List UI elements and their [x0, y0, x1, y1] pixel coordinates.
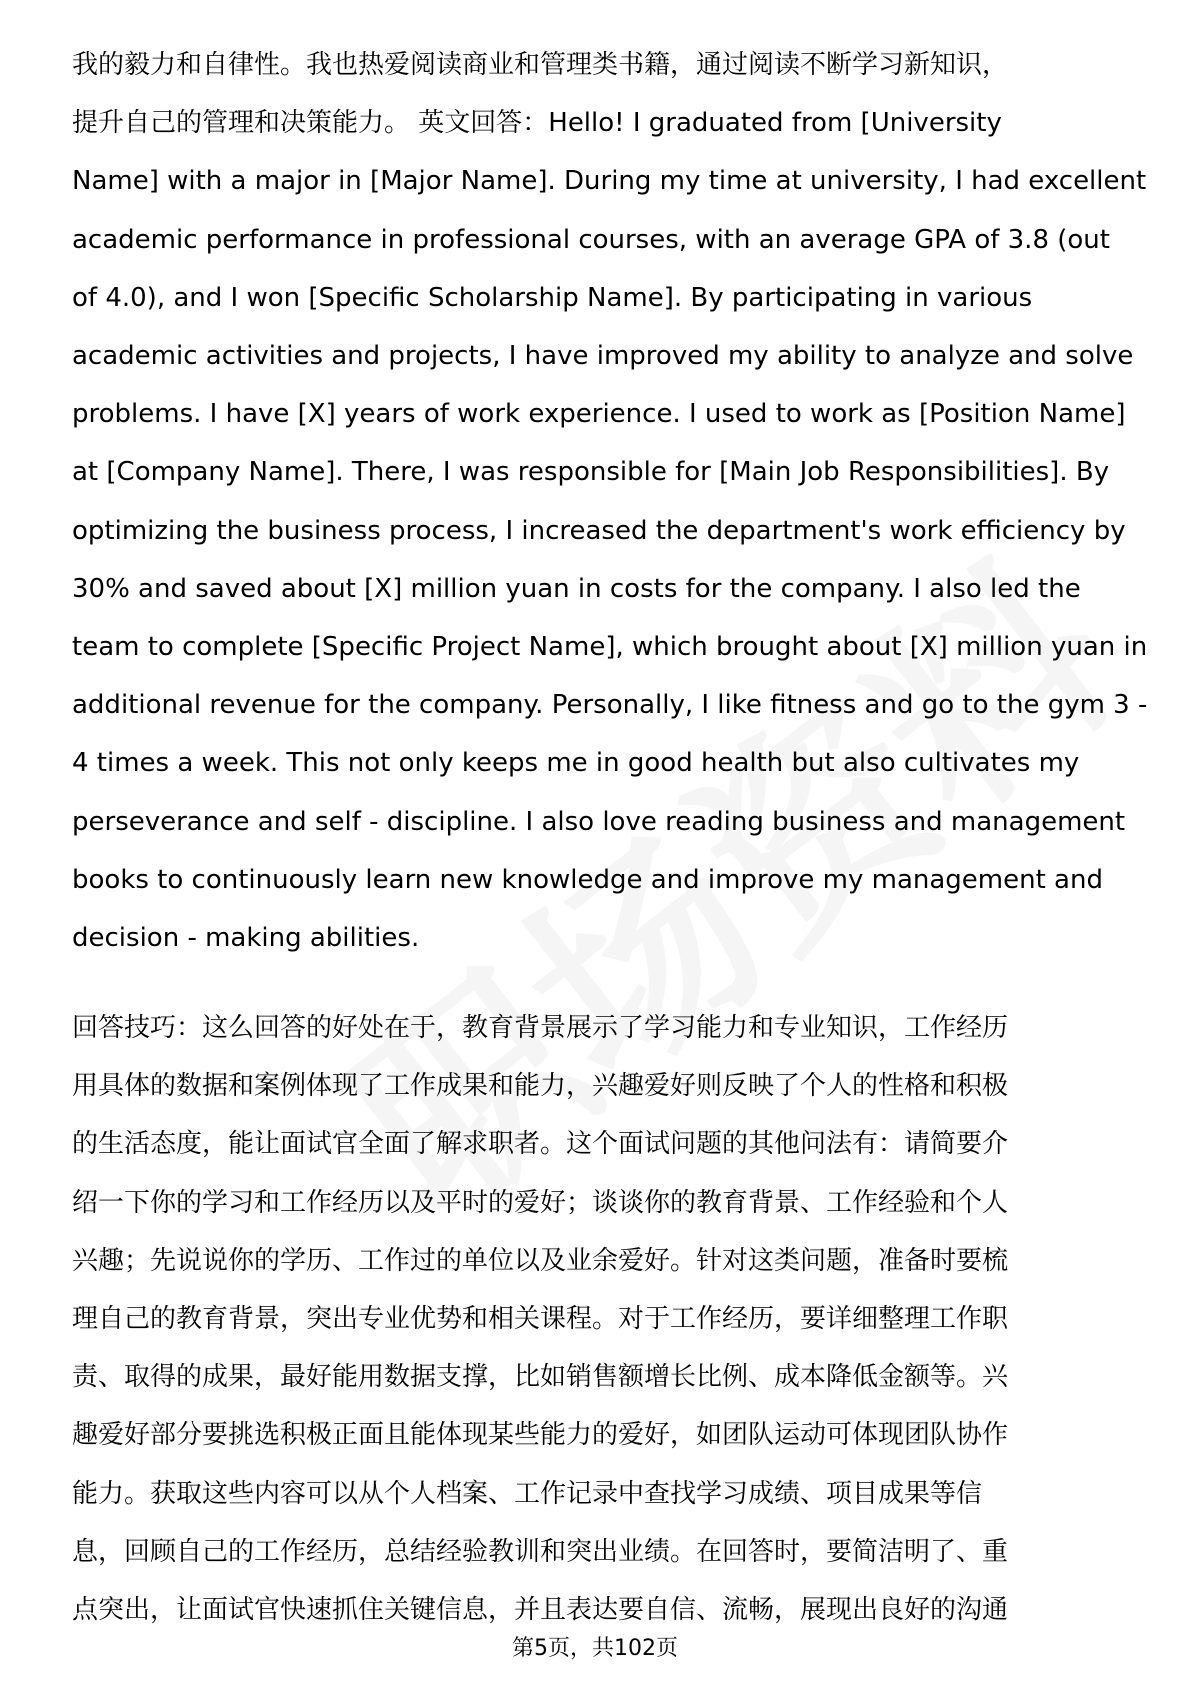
- text-line: 点突出，让面试官快速抓住关键信息，并且表达要自信、流畅，展现出良好的沟通: [72, 1595, 1009, 1625]
- text-line: 提升自己的管理和决策能力。 英文回答：Hello! I graduated from [University: [72, 108, 1002, 139]
- page-footer: 第5页，共102页: [512, 1636, 678, 1661]
- text-line: 能力。获取这些内容可以从个人档案、工作记录中查找学习成绩、项目成果等信: [72, 1478, 983, 1509]
- text-line: 责、取得的成果，最好能用数据支撑，比如销售额增长比例、成本降低金额等。兴: [72, 1362, 1009, 1393]
- text-line: team to complete [Specific Project Name], which brought about [X] million yuan in: [72, 632, 1148, 662]
- text-line: perseverance and self - discipline. I also love reading business and management: [72, 806, 1126, 837]
- text-line: academic performance in professional courses, with an average GPA of 3.8 (out: [72, 224, 1110, 255]
- text-line: 绍一下你的学习和工作经历以及平时的爱好；谈谈你的教育背景、工作经验和个人: [72, 1187, 1009, 1218]
- text-line: Name] with a major in [Major Name]. During my time at university, I had excellent: [72, 166, 1147, 197]
- text-line: 4 times a week. This not only keeps me in good health but also cultivates my: [72, 748, 1080, 779]
- text-line: academic activities and projects, I have improved my ability to analyze and solve: [72, 341, 1134, 371]
- text-line: 息，回顾自己的工作经历，总结经验教训和突出业绩。在回答时，要简洁明了、重: [72, 1536, 1009, 1567]
- text-line: 我的毅力和自律性。我也热爱阅读商业和管理类书籍，通过阅读不断学习新知识，: [72, 50, 1009, 80]
- text-line: of 4.0), and I won [Specific Scholarship Name]. By participating in various: [72, 282, 1033, 313]
- text-line: additional revenue for the company. Personally, I like fitness and go to the gym 3 -: [72, 690, 1148, 721]
- text-line: optimizing the business process, I increased the department's work efficiency by: [72, 515, 1126, 546]
- text-line: 回答技巧：这么回答的好处在于，教育背景展示了学习能力和专业知识，工作经历: [72, 1013, 1009, 1043]
- text-line: 30% and saved about [X] million yuan in costs for the company. I also led the: [72, 573, 1081, 604]
- text-line: 趣爱好部分要挑选积极正面且能体现某些能力的爱好，如团队运动可体现团队协作: [72, 1420, 1009, 1451]
- text-line: decision - making abilities.: [72, 923, 420, 953]
- text-line: at [Company Name]. There, I was responsible for [Main Job Responsibilities]. By: [72, 457, 1110, 488]
- text-line: 用具体的数据和案例体现了工作成果和能力，兴趣爱好则反映了个人的性格和积极: [72, 1071, 1009, 1102]
- text-line: 理自己的教育背景，突出专业优势和相关课程。对于工作经历，要详细整理工作职: [72, 1304, 1009, 1334]
- text-line: 兴趣；先说说你的学历、工作过的单位以及业余爱好。针对这类问题，准备时要梳: [72, 1245, 1009, 1276]
- text-line: 的生活态度，能让面试官全面了解求职者。这个面试问题的其他问法有：请简要介: [72, 1129, 1009, 1160]
- text-line: problems. I have [X] years of work experience. I used to work as [Position Name]: [72, 399, 1126, 430]
- text-line: books to continuously learn new knowledge and improve my management and: [72, 864, 1103, 895]
